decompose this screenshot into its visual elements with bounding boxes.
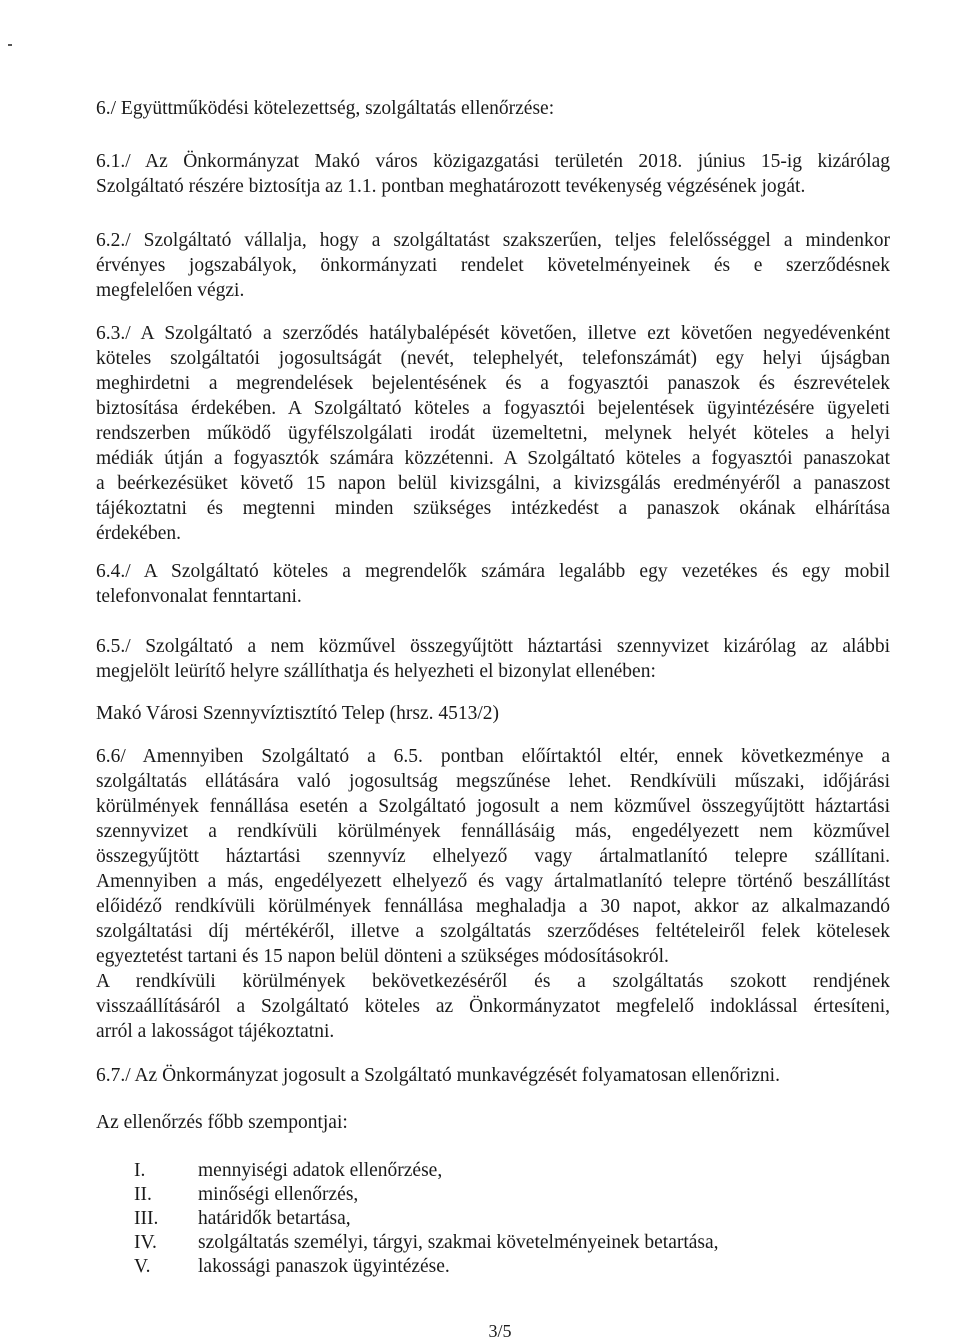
- list-item-text: szolgáltatás személyi, tárgyi, szakmai követelményeinek betartása,: [198, 1232, 719, 1253]
- paragraph-line: A rendkívüli körülmények bekövetkezéséről és a szolgáltatás szokott rendjének: [96, 971, 890, 992]
- paragraph-line: 6.1./ Az Önkormányzat Makó város közigazgatási területén 2018. június 15-ig kizárólag: [96, 151, 890, 172]
- paragraph-line: körülmények fennállása esetén a Szolgáltató jogosult a nem közművel összegyűjtött háztartási: [96, 796, 890, 817]
- paragraph-line: biztosítása érdekében. A Szolgáltató köteles a fogyasztói bejelentések ügyintézésére ügyeleti: [96, 398, 890, 419]
- paragraph-line: köteles szolgáltatói jogosultságát (nevét, telephelyét, telefonszámát) egy helyi újságban: [96, 348, 890, 369]
- list-item: [134, 1231, 834, 1255]
- paragraph-6-1: [96, 149, 890, 199]
- paragraph-line: szolgáltatási díj mértékéről, illetve a szolgáltatás szerződéses feltételeiről felek kötelesek: [96, 921, 890, 942]
- paragraph-line: 6.6/ Amennyiben Szolgáltató a 6.5. pontban előírtaktól eltér, ennek következménye a: [96, 746, 890, 767]
- list-item: [134, 1159, 834, 1183]
- paragraph-line: Amennyiben a más, engedélyezett elhelyező és vagy ártalmatlanító telepre történő beszállítást: [96, 871, 890, 892]
- paragraph-line: arról a lakosságot tájékoztatni.: [96, 1021, 335, 1042]
- paragraph-line: 6.4./ A Szolgáltató köteles a megrendelők számára legalább egy vezetékes és egy mobil: [96, 561, 890, 582]
- paragraph-line: összegyűjtött háztartási szennyvíz elhelyező vagy ártalmatlanító telepre szállítani.: [96, 846, 890, 867]
- paragraph-line: megjelölt leürítő helyre szállíthatja és helyezheti el bizonylat ellenében:: [96, 661, 656, 682]
- paragraph-line: telefonvonalat fenntartani.: [96, 586, 302, 607]
- address-text: Makó Városi Szennyvíztisztító Telep (hrsz. 4513/2): [96, 703, 500, 724]
- paragraph-line: 6.3./ A Szolgáltató a szerződés hatálybalépését követően, illetve ezt követően negyedévenként: [96, 323, 890, 344]
- paragraph-line: tájékoztatni és megtenni minden szükséges intézkedést a panaszok okának elhárítása: [96, 498, 890, 519]
- paragraph-line: Szolgáltató részére biztosítja az 1.1. pontban meghatározott tevékenység végzésének jogát.: [96, 176, 806, 197]
- list-item-text: minőségi ellenőrzés,: [198, 1184, 359, 1205]
- page-number: 3/5: [488, 1321, 512, 1341]
- paragraph-6-3: [96, 321, 890, 546]
- list-item: [134, 1255, 834, 1279]
- paragraph-line: érvényes jogszabályok, önkormányzati rendelet követelményeinek és e szerződésnek: [96, 255, 890, 276]
- paragraph-line: rendszerben működő ügyfélszolgálati irodát üzemeltetni, melynek helyét köteles a helyi: [96, 423, 890, 444]
- paragraph-6-2: [96, 228, 890, 303]
- heading-text: 6./ Együttműködési kötelezettség, szolgáltatás ellenőrzése:: [96, 98, 555, 119]
- list-item-number: II.: [134, 1184, 152, 1205]
- paragraph-6-5: [96, 634, 890, 684]
- paragraph-line: érdekében.: [96, 523, 181, 544]
- criteria-list: [134, 1159, 834, 1279]
- paragraph-line: szolgáltatás ellátására való jogosultság megszűnése lehet. Rendkívüli műszaki, időjárási: [96, 771, 890, 792]
- paragraph-line: 6.2./ Szolgáltató vállalja, hogy a szolgáltatást szakszerűen, teljes felelősséggel a mindenkor: [96, 230, 890, 251]
- paragraph-line: médiák útján a fogyasztók számára közzétenni. A Szolgáltató köteles a fogyasztói panaszokat: [96, 448, 890, 469]
- criteria-title: [96, 1110, 890, 1135]
- paragraph-line: szennyvizet a rendkívüli körülmények fennállásáig más, engedélyezett nem közművel: [96, 821, 890, 842]
- list-item: [134, 1183, 834, 1207]
- list-item-text: határidők betartása,: [198, 1208, 351, 1229]
- criteria-title-text: Az ellenőrzés főbb szempontjai:: [96, 1112, 348, 1133]
- scan-speck: [8, 44, 12, 46]
- list-item-text: lakossági panaszok ügyintézése.: [198, 1256, 450, 1277]
- paragraph-line: megfelelően végzi.: [96, 280, 245, 301]
- list-item-text: mennyiségi adatok ellenőrzése,: [198, 1160, 443, 1181]
- paragraph-line: meghirdetni a megrendelések bejelentésének és a fogyasztói panaszok és észrevételek: [96, 373, 890, 394]
- section-heading: [96, 96, 890, 121]
- paragraph-line: 6.7./ Az Önkormányzat jogosult a Szolgáltató munkavégzését folyamatosan ellenőrizni.: [96, 1065, 780, 1086]
- list-item: [134, 1207, 834, 1231]
- list-item-number: I.: [134, 1160, 146, 1181]
- paragraph-line: 6.5./ Szolgáltató a nem közművel összegyűjtött háztartási szennyvizet kizárólag az alábbi: [96, 636, 890, 657]
- disposal-site-address: [96, 701, 890, 726]
- paragraph-6-7: [96, 1063, 890, 1088]
- paragraph-line: előidéző rendkívüli körülmények fennállása meghaladja a 30 napot, akkor az alkalmazandó: [96, 896, 890, 917]
- list-item-number: V.: [134, 1256, 151, 1277]
- paragraph-6-6: [96, 744, 890, 1044]
- paragraph-line: a beérkezésüket követő 15 napon belül kivizsgálni, a kivizsgálás eredményéről a panaszost: [96, 473, 890, 494]
- paragraph-line: visszaállításáról a Szolgáltató köteles az Önkormányzatot megfelelő indoklással értesíteni,: [96, 996, 890, 1017]
- list-item-number: III.: [134, 1208, 159, 1229]
- paragraph-6-4: [96, 559, 890, 609]
- paragraph-line: egyeztetést tartani és 15 napon belül dönteni a szükséges módosításokról.: [96, 946, 669, 967]
- list-item-number: IV.: [134, 1232, 157, 1253]
